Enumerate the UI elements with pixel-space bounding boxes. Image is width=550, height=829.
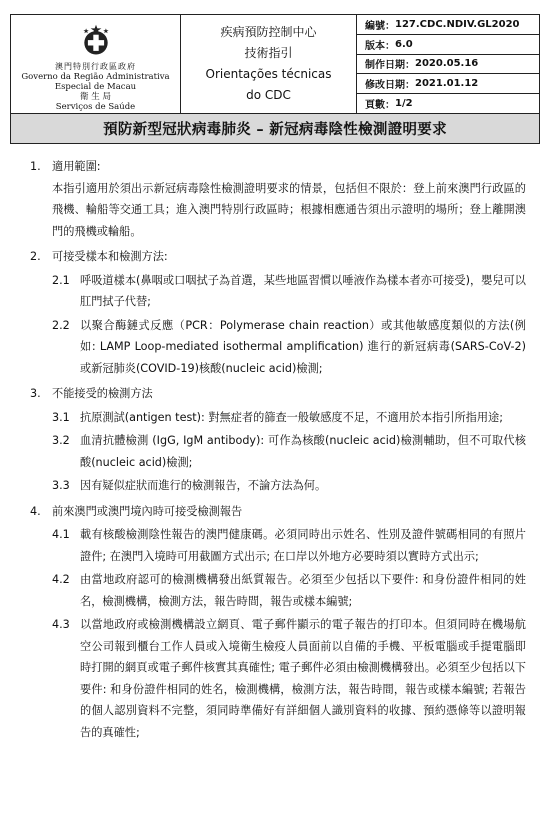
item-number: 2.1	[52, 273, 70, 287]
item-number: 4.1	[52, 528, 70, 541]
center-line-2: 技術指引	[244, 46, 293, 60]
list-item	[10, 270, 530, 313]
document-header	[10, 14, 540, 114]
section-4	[10, 501, 530, 744]
item-text: 由當地政府認可的檢測機構發出紙質報告。必須至少包括以下要件: 和身份證件相同的姓名，檢測機構，檢測方法，報告時間，報告或樣本編號;	[80, 573, 526, 608]
item-text: 以當地政府或檢測機構設立網頁、電子郵件顯示的電子報告的打印本。但須同時在機場航空公司報到櫃台工作人員或入境衛生檢疫人員面前以自備的手機、平板電腦或手提電腦即時打開的網頁或電子郵件核實其真確性; 電子郵件必須由檢測機構發出。必須至少包括以下要件: 和身份證件相同的姓名，檢測機構，檢測方法，報告時間，報告或樣本編號; 若報告的個人認別資料不完整，須同時準備好有詳細個人識別資料的收據、預約憑條等以證明報告的真確性;	[80, 618, 526, 739]
document-body	[10, 156, 530, 747]
item-number: 3.2	[52, 434, 70, 447]
center-line-1: 疾病預防控制中心	[220, 25, 317, 39]
list-item	[10, 407, 530, 429]
metadata-block	[357, 15, 539, 113]
section-intro: 本指引適用於須出示新冠病毒陰性檢測證明要求的情景，包括但不限於：登上前來澳門行政區的飛機、輪船等交通工具；進入澳門特別行政區時；根據相應通告須出示證明的場所；登上離開澳門的飛機或輪船。	[52, 181, 526, 238]
issuer-block	[11, 15, 181, 113]
item-number: 2.2	[52, 318, 70, 332]
item-text: 因有疑似症狀而進行的檢測報告，不論方法為何。	[80, 479, 327, 492]
item-number: 4.2	[52, 573, 70, 586]
document-title: 預防新型冠狀病毒肺炎 – 新冠病毒陰性檢測證明要求	[10, 114, 540, 144]
dept-name-cn: 衛 生 局	[80, 92, 111, 102]
item-number: 3.3	[52, 479, 70, 492]
section-number: 4.	[30, 504, 41, 518]
item-text: 載有核酸檢測陰性報告的澳門健康碼。必須同時出示姓名、性別及證件號碼相同的有照片證件; 在澳門入境時可用截圖方式出示; 在口岸以外地方必要時須以實時方式出示;	[80, 528, 526, 563]
list-item	[10, 614, 530, 743]
macau-emblem-icon	[78, 23, 114, 59]
meta-row-version: 版本： 6.0	[357, 35, 539, 55]
meta-row-modified: 修改日期： 2021.01.12	[357, 74, 539, 94]
gov-name-pt-1: Governo da Região Administrativa	[21, 72, 170, 82]
item-text: 血清抗體檢測 (IgG, IgM antibody): 可作為核酸(nucleic acid)檢測輔助，但不可取代核酸(nucleic acid)檢測;	[80, 434, 526, 469]
item-number: 3.1	[52, 410, 70, 424]
meta-row-code: 編號： 127.CDC.NDIV.GL2020	[357, 15, 539, 35]
section-heading: 適用範圍:	[52, 160, 101, 173]
section-1	[10, 156, 530, 242]
meta-row-pages: 頁數： 1/2	[365, 98, 413, 112]
section-number: 2.	[30, 250, 41, 263]
section-heading: 前來澳門或澳門境內時可接受檢測報告	[52, 504, 243, 518]
document-type-block	[181, 15, 357, 113]
section-heading: 可接受樣本和檢測方法:	[52, 250, 168, 263]
center-line-4: do CDC	[246, 88, 291, 102]
item-text: 呼吸道樣本(鼻咽或口咽拭子為首選，某些地區習慣以唾液作為樣本者亦可接受)，嬰兒可以肛門拭子代替;	[80, 273, 526, 308]
section-heading: 不能接受的檢測方法	[52, 387, 153, 400]
section-number: 1.	[30, 160, 41, 173]
list-item	[10, 315, 530, 380]
list-item	[10, 524, 530, 567]
item-text: 以聚合酶鏈式反應（PCR：Polymerase chain reaction）或其他敏感度類似的方法(例如: LAMP Loop-mediated isothermal amplification) 進行的新冠病毒(SARS-CoV-2)或新冠肺炎(COVID-19)核酸(nucleic acid)檢測;	[80, 318, 526, 375]
dept-name-pt: Serviços de Saúde	[55, 102, 136, 112]
section-3	[10, 383, 530, 497]
list-item	[10, 430, 530, 473]
item-text: 抗原測試(antigen test): 對無症者的篩查一般敏感度不足，不適用於本指引所指用途;	[80, 410, 504, 424]
list-item	[10, 569, 530, 612]
gov-name-cn: 澳門特別行政區政府	[55, 62, 136, 71]
gov-name-pt-2: Especial de Macau	[54, 82, 137, 92]
list-item	[10, 475, 530, 497]
section-number: 3.	[30, 387, 41, 400]
item-number: 4.3	[52, 618, 70, 631]
center-line-3: Orientações técnicas	[205, 67, 332, 81]
meta-row-created: 制作日期： 2020.05.16	[357, 55, 539, 75]
section-2	[10, 246, 530, 379]
